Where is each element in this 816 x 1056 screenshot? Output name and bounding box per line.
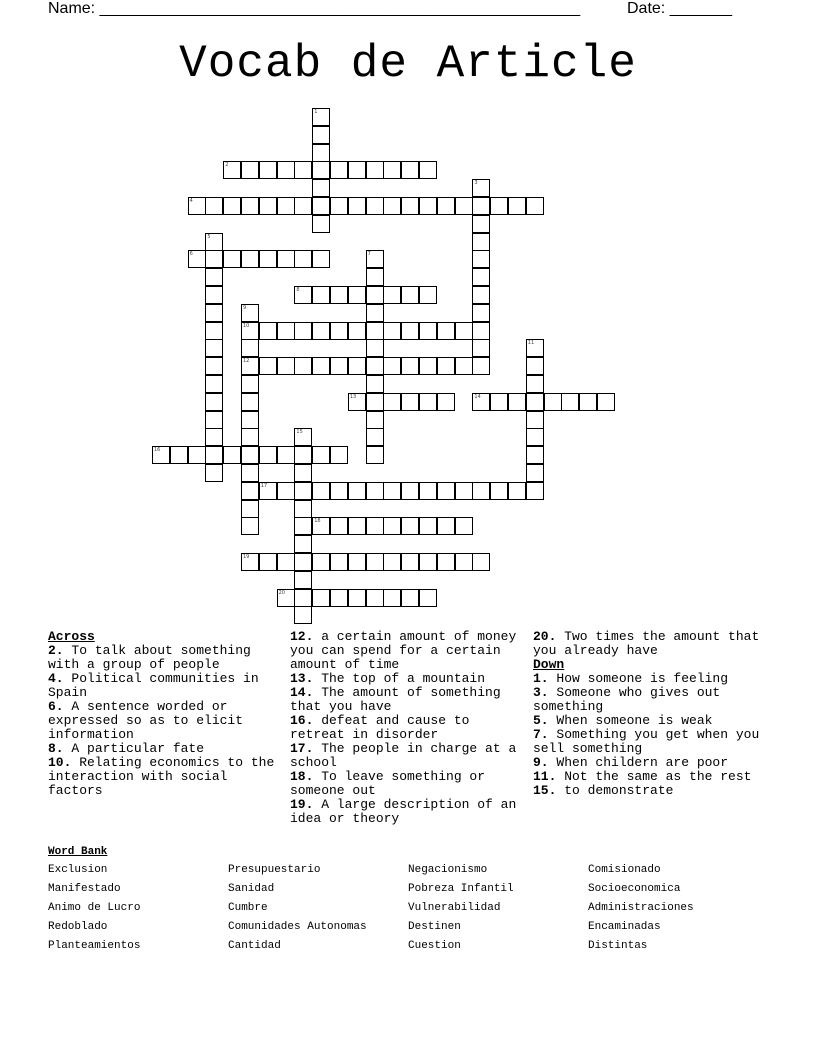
- crossword-cell[interactable]: [312, 553, 330, 571]
- crossword-cell[interactable]: [277, 197, 295, 215]
- crossword-cell[interactable]: [241, 553, 259, 571]
- crossword-cell[interactable]: [526, 339, 544, 357]
- clue-across-4: 4. Political communities in Spain: [48, 671, 259, 700]
- crossword-cell[interactable]: [383, 482, 401, 500]
- crossword-cell[interactable]: [312, 446, 330, 464]
- crossword-cell[interactable]: [419, 553, 437, 571]
- crossword-cell[interactable]: [383, 553, 401, 571]
- crossword-cell[interactable]: [472, 322, 490, 340]
- word-bank-item: Cantidad: [228, 940, 281, 952]
- crossword-cell[interactable]: [366, 286, 384, 304]
- crossword-cell[interactable]: [419, 197, 437, 215]
- crossword-cell[interactable]: [526, 411, 544, 429]
- across-clues-col1: [48, 630, 284, 798]
- crossword-cell[interactable]: [312, 589, 330, 607]
- crossword-cell[interactable]: [401, 553, 419, 571]
- crossword-cell[interactable]: [205, 304, 223, 322]
- crossword-cell[interactable]: [241, 517, 259, 535]
- crossword-cell[interactable]: [383, 197, 401, 215]
- word-bank-item: Presupuestario: [228, 864, 321, 876]
- crossword-cell[interactable]: [526, 428, 544, 446]
- crossword-cell[interactable]: [205, 286, 223, 304]
- crossword-cell[interactable]: [437, 357, 455, 375]
- crossword-cell[interactable]: [472, 215, 490, 233]
- clue-down-1: 1. How someone is feeling: [533, 671, 729, 686]
- crossword-cell[interactable]: [490, 393, 508, 411]
- crossword-cell[interactable]: [241, 375, 259, 393]
- crossword-cell[interactable]: [241, 482, 259, 500]
- crossword-cell[interactable]: [294, 517, 312, 535]
- crossword-cell[interactable]: [437, 482, 455, 500]
- crossword-cell[interactable]: [383, 357, 401, 375]
- crossword-cell[interactable]: [241, 500, 259, 518]
- crossword-cell[interactable]: [366, 446, 384, 464]
- crossword-cell[interactable]: [401, 589, 419, 607]
- crossword-cell[interactable]: [455, 357, 473, 375]
- crossword-cell[interactable]: [312, 179, 330, 197]
- crossword-cell[interactable]: [241, 250, 259, 268]
- crossword-cell[interactable]: [472, 233, 490, 251]
- crossword-cell[interactable]: [294, 606, 312, 624]
- word-bank-item: Cumbre: [228, 902, 268, 914]
- crossword-cell[interactable]: [472, 393, 490, 411]
- cell-number: 7: [367, 251, 371, 258]
- crossword-cell[interactable]: [294, 322, 312, 340]
- crossword-cell[interactable]: [366, 322, 384, 340]
- crossword-cell[interactable]: [188, 250, 206, 268]
- crossword-cell[interactable]: [277, 553, 295, 571]
- crossword-cell[interactable]: [259, 553, 277, 571]
- crossword-cell[interactable]: [277, 589, 295, 607]
- crossword-cell[interactable]: [472, 179, 490, 197]
- crossword-cell[interactable]: [205, 464, 223, 482]
- cell-number: 14: [474, 393, 481, 400]
- crossword-cell[interactable]: [294, 357, 312, 375]
- crossword-cell[interactable]: [472, 197, 490, 215]
- down-heading: Down: [533, 657, 565, 672]
- crossword-cell[interactable]: [348, 553, 366, 571]
- crossword-cell[interactable]: [508, 393, 526, 411]
- crossword-cell[interactable]: [526, 446, 544, 464]
- crossword-cell[interactable]: [294, 535, 312, 553]
- cell-number: 17: [260, 482, 268, 489]
- crossword-cell[interactable]: [401, 393, 419, 411]
- crossword-cell[interactable]: [294, 286, 312, 304]
- word-bank-item: Redoblado: [48, 921, 108, 933]
- crossword-cell[interactable]: [401, 357, 419, 375]
- crossword-cell[interactable]: [241, 357, 259, 375]
- crossword-cell[interactable]: [597, 393, 615, 411]
- crossword-cell[interactable]: [455, 553, 473, 571]
- crossword-cell[interactable]: [205, 411, 223, 429]
- word-bank-title: Word Bank: [48, 846, 108, 858]
- crossword-cell[interactable]: [223, 250, 241, 268]
- crossword-cell[interactable]: [330, 197, 348, 215]
- crossword-cell[interactable]: [366, 411, 384, 429]
- clue-across-17: 17. The people in charge at a school: [290, 741, 517, 770]
- clue-down-11: 11. Not the same as the rest: [533, 769, 752, 784]
- crossword-cell[interactable]: [241, 197, 259, 215]
- crossword-cell[interactable]: [188, 446, 206, 464]
- crossword-cell[interactable]: [205, 375, 223, 393]
- crossword-cell[interactable]: [526, 393, 544, 411]
- crossword-cell[interactable]: [419, 393, 437, 411]
- crossword-cell[interactable]: [401, 286, 419, 304]
- word-bank-item: Manifestado: [48, 883, 121, 895]
- crossword-cell[interactable]: [330, 357, 348, 375]
- crossword-cell[interactable]: [152, 446, 170, 464]
- crossword-cell[interactable]: [455, 322, 473, 340]
- clue-across-20: 20. Two times the amount that you already have: [533, 629, 760, 658]
- crossword-cell[interactable]: [348, 197, 366, 215]
- crossword-cell[interactable]: [294, 446, 312, 464]
- crossword-cell[interactable]: [544, 393, 562, 411]
- cell-number: 4: [189, 198, 193, 204]
- crossword-cell[interactable]: [366, 553, 384, 571]
- across-heading: Across: [48, 629, 95, 644]
- word-bank-item: Socioeconomica: [588, 883, 681, 895]
- crossword-cell[interactable]: [312, 357, 330, 375]
- crossword-cell[interactable]: [294, 500, 312, 518]
- crossword-cell[interactable]: [277, 161, 295, 179]
- crossword-cell[interactable]: [330, 161, 348, 179]
- crossword-cell[interactable]: [241, 446, 259, 464]
- cell-number: 16: [154, 447, 161, 454]
- cell-number: 6: [189, 251, 193, 258]
- crossword-cell[interactable]: [366, 304, 384, 322]
- crossword-cell[interactable]: [401, 322, 419, 340]
- crossword-cell[interactable]: [241, 339, 259, 357]
- crossword-cell[interactable]: [348, 286, 366, 304]
- crossword-cell[interactable]: [526, 375, 544, 393]
- across-clues-col2: [290, 630, 526, 826]
- crossword-cell[interactable]: [348, 322, 366, 340]
- crossword-cell[interactable]: [205, 250, 223, 268]
- crossword-cell[interactable]: [526, 464, 544, 482]
- crossword-cell[interactable]: [205, 428, 223, 446]
- crossword-cell[interactable]: [294, 482, 312, 500]
- clue-down-7: 7. Something you get when you sell something: [533, 727, 760, 756]
- crossword-cell[interactable]: [383, 286, 401, 304]
- crossword-cell[interactable]: [330, 589, 348, 607]
- crossword-cell[interactable]: [294, 553, 312, 571]
- crossword-cell[interactable]: [366, 375, 384, 393]
- clue-across-14: 14. The amount of something that you have: [290, 685, 501, 714]
- crossword-cell[interactable]: [330, 482, 348, 500]
- crossword-cell[interactable]: [312, 215, 330, 233]
- crossword-cell[interactable]: [419, 322, 437, 340]
- clue-down-15: 15. to demonstrate: [533, 783, 674, 798]
- crossword-cell[interactable]: [366, 250, 384, 268]
- word-bank-item: Distintas: [588, 940, 648, 952]
- crossword-cell[interactable]: [366, 339, 384, 357]
- crossword-cell[interactable]: [259, 482, 277, 500]
- crossword-cell[interactable]: [366, 428, 384, 446]
- crossword-cell[interactable]: [472, 304, 490, 322]
- crossword-cell[interactable]: [437, 393, 455, 411]
- clue-across-8: 8. A particular fate: [48, 741, 205, 756]
- crossword-cell[interactable]: [259, 357, 277, 375]
- crossword-cell[interactable]: [419, 161, 437, 179]
- word-bank-item: Pobreza Infantil: [408, 883, 514, 895]
- cell-number: 19: [243, 554, 250, 560]
- crossword-cell[interactable]: [383, 161, 401, 179]
- crossword-cell[interactable]: [401, 517, 419, 535]
- crossword-cell[interactable]: [472, 357, 490, 375]
- cell-number: 11: [527, 340, 535, 347]
- crossword-cell[interactable]: [508, 482, 526, 500]
- crossword-cell[interactable]: [366, 268, 384, 286]
- crossword-cell[interactable]: [348, 482, 366, 500]
- word-bank-item: Cuestion: [408, 940, 461, 952]
- crossword-cell[interactable]: [241, 428, 259, 446]
- crossword-cell[interactable]: [419, 517, 437, 535]
- crossword-cell[interactable]: [330, 553, 348, 571]
- crossword-cell[interactable]: [526, 357, 544, 375]
- crossword-cell[interactable]: [223, 161, 241, 179]
- crossword-cell[interactable]: [526, 482, 544, 500]
- crossword-cell[interactable]: [383, 589, 401, 607]
- crossword-cell[interactable]: [277, 482, 295, 500]
- crossword-cell[interactable]: [330, 517, 348, 535]
- down-clues-col3: [533, 630, 769, 798]
- crossword-cell[interactable]: [312, 197, 330, 215]
- word-bank-item: Exclusion: [48, 864, 108, 876]
- crossword-cell[interactable]: [348, 393, 366, 411]
- crossword-cell[interactable]: [437, 517, 455, 535]
- crossword-cell[interactable]: [455, 482, 473, 500]
- crossword-cell[interactable]: [472, 482, 490, 500]
- crossword-cell[interactable]: [366, 393, 384, 411]
- crossword-cell[interactable]: [472, 339, 490, 357]
- word-bank-item: Comisionado: [588, 864, 661, 876]
- crossword-cell[interactable]: [294, 161, 312, 179]
- crossword-cell[interactable]: [366, 197, 384, 215]
- crossword-cell[interactable]: [437, 322, 455, 340]
- crossword-cell[interactable]: [330, 286, 348, 304]
- cell-number: 13: [349, 393, 357, 400]
- crossword-cell[interactable]: [312, 250, 330, 268]
- cell-number: 3: [474, 180, 478, 187]
- crossword-cell[interactable]: [401, 482, 419, 500]
- crossword-cell[interactable]: [490, 482, 508, 500]
- crossword-cell[interactable]: [348, 357, 366, 375]
- crossword-cell[interactable]: [277, 322, 295, 340]
- crossword-cell[interactable]: [366, 589, 384, 607]
- word-bank-item: Encaminadas: [588, 921, 661, 933]
- crossword-cell[interactable]: [383, 517, 401, 535]
- word-bank-item: Planteamientos: [48, 940, 141, 952]
- crossword-cell[interactable]: [312, 108, 330, 126]
- crossword-cell[interactable]: [383, 393, 401, 411]
- crossword-cell[interactable]: [348, 589, 366, 607]
- word-bank-item: Administraciones: [588, 902, 694, 914]
- crossword-cell[interactable]: [223, 446, 241, 464]
- crossword-cell[interactable]: [490, 197, 508, 215]
- crossword-cell[interactable]: [241, 161, 259, 179]
- clue-across-18: 18. To leave something or someone out: [290, 769, 486, 798]
- word-bank-item: Negacionismo: [408, 864, 488, 876]
- crossword-cell[interactable]: [419, 286, 437, 304]
- crossword-cell[interactable]: [419, 482, 437, 500]
- crossword-cell[interactable]: [366, 357, 384, 375]
- crossword-cell[interactable]: [472, 250, 490, 268]
- crossword-cell[interactable]: [188, 197, 206, 215]
- word-bank-item: Comunidades Autonomas: [228, 921, 367, 933]
- clue-across-16: 16. defeat and cause to retreat in disorder: [290, 713, 470, 742]
- crossword-cell[interactable]: [312, 286, 330, 304]
- word-bank-item: Destinen: [408, 921, 461, 933]
- clue-down-3: 3. Someone who gives out something: [533, 685, 721, 714]
- page-title: Vocab de Article: [179, 38, 637, 90]
- cell-number: 10: [243, 322, 250, 329]
- crossword-cell[interactable]: [294, 464, 312, 482]
- crossword-cell[interactable]: [366, 482, 384, 500]
- crossword-cell[interactable]: [170, 446, 188, 464]
- clue-across-19: 19. A large description of an idea or theory: [290, 797, 517, 826]
- crossword-cell[interactable]: [294, 250, 312, 268]
- crossword-cell[interactable]: [401, 161, 419, 179]
- cell-number: 15: [296, 429, 303, 436]
- crossword-cell[interactable]: [401, 197, 419, 215]
- crossword-cell[interactable]: [259, 197, 277, 215]
- cell-number: 12: [243, 358, 250, 365]
- date-field[interactable]: Date: _______: [627, 0, 732, 17]
- clue-across-12: 12. a certain amount of money you can spend for a certain amount of time: [290, 629, 517, 672]
- cell-number: 1: [314, 109, 318, 115]
- cell-number: 8: [296, 287, 300, 293]
- crossword-cell[interactable]: [419, 357, 437, 375]
- crossword-cell[interactable]: [277, 250, 295, 268]
- crossword-cell[interactable]: [294, 589, 312, 607]
- crossword-cell[interactable]: [205, 322, 223, 340]
- crossword-cell[interactable]: [455, 517, 473, 535]
- crossword-cell[interactable]: [205, 233, 223, 251]
- crossword-cell[interactable]: [259, 322, 277, 340]
- cell-number: 20: [278, 589, 285, 596]
- crossword-cell[interactable]: [455, 197, 473, 215]
- crossword-cell[interactable]: [223, 197, 241, 215]
- crossword-cell[interactable]: [241, 464, 259, 482]
- crossword-cell[interactable]: [294, 428, 312, 446]
- cell-number: 2: [225, 162, 229, 169]
- crossword-cell[interactable]: [205, 197, 223, 215]
- clue-down-5: 5. When someone is weak: [533, 713, 713, 728]
- cell-number: 5: [207, 233, 211, 240]
- crossword-cell[interactable]: [312, 322, 330, 340]
- clue-across-6: 6. A sentence worded or expressed so as to elicit information: [48, 699, 244, 742]
- crossword-cell[interactable]: [205, 339, 223, 357]
- crossword-cell[interactable]: [348, 517, 366, 535]
- crossword-cell[interactable]: [419, 589, 437, 607]
- crossword-cell[interactable]: [312, 482, 330, 500]
- crossword-cell[interactable]: [383, 322, 401, 340]
- clue-across-10: 10. Relating economics to the interaction with social factors: [48, 755, 275, 798]
- crossword-cell[interactable]: [437, 197, 455, 215]
- crossword-cell[interactable]: [205, 357, 223, 375]
- word-bank-item: Vulnerabilidad: [408, 902, 501, 914]
- crossword-cell[interactable]: [259, 161, 277, 179]
- word-bank-item: Sanidad: [228, 883, 275, 895]
- crossword-cell[interactable]: [205, 446, 223, 464]
- crossword-cell[interactable]: [294, 571, 312, 589]
- crossword-cell[interactable]: [294, 197, 312, 215]
- crossword-cell[interactable]: [259, 446, 277, 464]
- cell-number: 9: [243, 304, 247, 311]
- crossword-cell[interactable]: [277, 446, 295, 464]
- crossword-cell[interactable]: [579, 393, 597, 411]
- crossword-cell[interactable]: [561, 393, 579, 411]
- crossword-cell[interactable]: [277, 357, 295, 375]
- crossword-cell[interactable]: [205, 268, 223, 286]
- crossword-cell[interactable]: [366, 161, 384, 179]
- crossword-cell[interactable]: [259, 250, 277, 268]
- crossword-cell[interactable]: [472, 553, 490, 571]
- crossword-cell[interactable]: [472, 286, 490, 304]
- crossword-cell[interactable]: [312, 126, 330, 144]
- crossword-cell[interactable]: [241, 393, 259, 411]
- cell-number: 18: [314, 518, 321, 525]
- crossword-cell[interactable]: [205, 393, 223, 411]
- crossword-cell[interactable]: [312, 161, 330, 179]
- crossword-cell[interactable]: [241, 322, 259, 340]
- crossword-cell[interactable]: [330, 446, 348, 464]
- crossword-cell[interactable]: [312, 517, 330, 535]
- crossword-cell[interactable]: [472, 268, 490, 286]
- crossword-cell[interactable]: [508, 197, 526, 215]
- word-bank-item: Animo de Lucro: [48, 902, 141, 914]
- clue-across-13: 13. The top of a mountain: [290, 671, 486, 686]
- crossword-cell[interactable]: [366, 517, 384, 535]
- crossword-cell[interactable]: [330, 322, 348, 340]
- crossword-cell[interactable]: [241, 304, 259, 322]
- crossword-cell[interactable]: [526, 197, 544, 215]
- name-field[interactable]: Name: ______________________________________________________: [48, 0, 581, 17]
- crossword-cell[interactable]: [241, 411, 259, 429]
- clue-down-9: 9. When childern are poor: [533, 755, 729, 770]
- crossword-cell[interactable]: [312, 144, 330, 162]
- clue-across-2: 2. To talk about something with a group of people: [48, 643, 251, 672]
- crossword-cell[interactable]: [348, 161, 366, 179]
- crossword-cell[interactable]: [437, 553, 455, 571]
